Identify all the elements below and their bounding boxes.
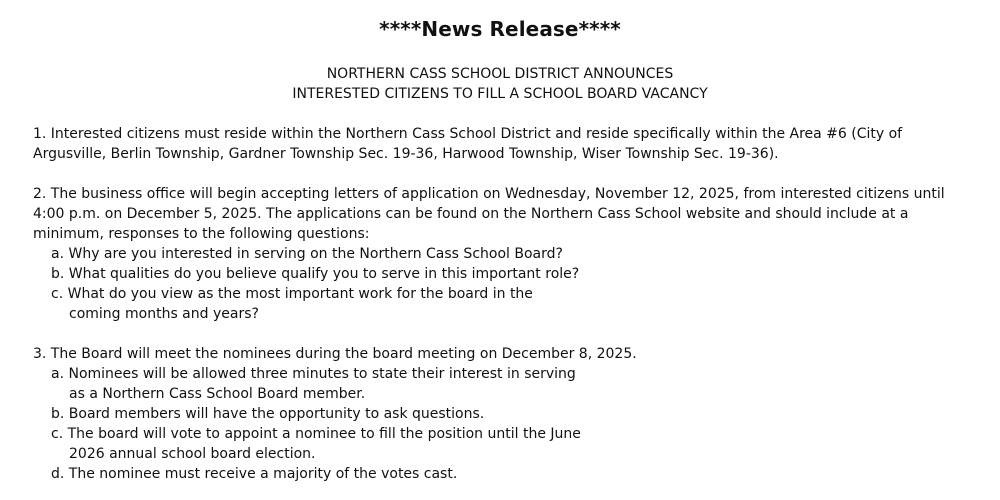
item-3-point-d: d. The nominee must receive a majority of the votes cast. [51, 466, 458, 482]
item-3-point-c-continued: 2026 annual school board election. [69, 446, 316, 462]
item-3-line-1: 3. The Board will meet the nominees during the board meeting on December 8, 2025. [33, 346, 637, 362]
item-3-point-c: c. The board will vote to appoint a nominee to fill the position until the June [51, 426, 581, 442]
item-2-paragraph [33, 184, 963, 244]
item-1-line-2: Argusville, Berlin Township, Gardner Township Sec. 19-36, Harwood Township, Wiser Township Sec. 19-36). [33, 146, 779, 162]
item-1-paragraph [33, 124, 963, 164]
subtitle-line-1: NORTHERN CASS SCHOOL DISTRICT ANNOUNCES [326, 66, 674, 82]
item-1-line-1: 1. Interested citizens must reside within the Northern Cass School District and reside specifically within the Area #6 (City of [33, 126, 903, 142]
item-2-question-a: a. Why are you interested in serving on the Northern Cass School Board? [51, 246, 563, 262]
item-3-paragraph [33, 344, 963, 364]
item-2-line-1: 2. The business office will begin accepting letters of application on Wednesday, November 12, 2025, from interested citizens until [33, 186, 945, 202]
item-3-point-a: a. Nominees will be allowed three minutes to state their interest in serving [51, 366, 576, 382]
item-2-question-b: b. What qualities do you believe qualify you to serve in this important role? [51, 266, 580, 282]
item-3-point-b: b. Board members will have the opportunity to ask questions. [51, 406, 485, 422]
item-2-question-c-continued: coming months and years? [69, 306, 259, 322]
item-2-line-2: 4:00 p.m. on December 5, 2025. The applications can be found on the Northern Cass School website and should include at a [33, 206, 909, 222]
item-3-point-a-continued: as a Northern Cass School Board member. [69, 386, 366, 402]
item-2-question-c: c. What do you view as the most important work for the board in the [51, 286, 533, 302]
item-2-line-3: minimum, responses to the following questions: [33, 226, 370, 242]
subtitle-line-2: INTERESTED CITIZENS TO FILL A SCHOOL BOARD VACANCY [292, 86, 708, 102]
news-release-title: ****News Release**** [379, 17, 621, 41]
